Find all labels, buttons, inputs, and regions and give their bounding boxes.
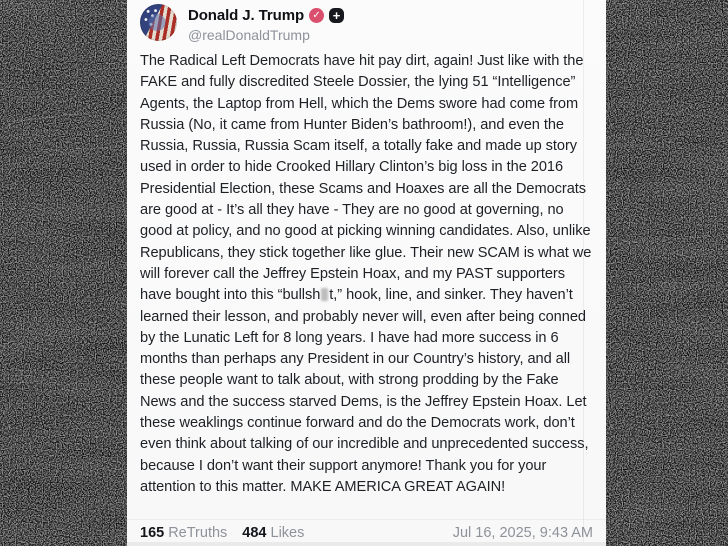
engagement-stats — [140, 525, 304, 541]
card-right-hairline — [583, 0, 584, 546]
likes-label[interactable]: Likes — [270, 525, 305, 541]
card-bottom-strip — [127, 542, 606, 546]
censored-character-box — [321, 288, 328, 301]
truth-social-post-card — [127, 0, 606, 546]
post-header — [127, 0, 606, 49]
author-name[interactable]: Donald J. Trump — [188, 7, 305, 24]
avatar[interactable] — [140, 4, 177, 41]
post-body-text — [127, 49, 606, 498]
verified-badge-icon: ✓ — [309, 8, 324, 23]
post-footer — [127, 519, 606, 541]
author-handle[interactable]: @realDonaldTrump — [188, 27, 310, 43]
retruths-count[interactable]: 165 — [140, 525, 165, 541]
retruths-label[interactable]: ReTruths — [168, 525, 228, 541]
post-text-part2: t,” hook, line, and sinker. They haven’t learned their lesson, and probably never will, even after being conned by the Lunatic Left for 8 long years. I have had more success in 6 months than perhaps any President in our Country’s history, and all these people want to talk about, with strong prodding by the Fake News and the success starved Dems, is the Jeffrey Epstein Hoax. Let these weaklings continue forward and do the Democrats work, don’t even think about talking of our incredible and unprecedented success, because I don’t want their support anymore! Thank you for your attention to this matter. MAKE AMERICA GREAT AGAIN! — [140, 287, 589, 495]
likes-count[interactable]: 484 — [242, 525, 267, 541]
author-identity — [188, 4, 344, 44]
post-text-part1: The Radical Left Democrats have hit pay dirt, again! Just like with the FAKE and fully discredited Steele Dossier, the lying 51 “Intelligence” Agents, the Laptop from Hell, which the Dems swore had come from Russia (No, it came from Hunter Biden’s bathroom!), and even the Russia, Russia, Russia Scam itself, a totally fake and made up story used in order to hide Crooked Hillary Clinton’s big loss in the 2016 Presidential Election, these Scams and Hoaxes are all the Democrats are good at - It’s all they have - They are no good at governing, no good at policy, and no good at picking winning candidates. Also, unlike Republicans, they stick together like glue. Their new SCAM is what we will forever call the Jeffrey Epstein Hoax, and my PAST supporters have bought into this “bullsh — [140, 53, 592, 304]
post-timestamp[interactable]: Jul 16, 2025, 9:43 AM — [452, 525, 593, 541]
follow-plus-icon[interactable]: + — [329, 8, 344, 23]
